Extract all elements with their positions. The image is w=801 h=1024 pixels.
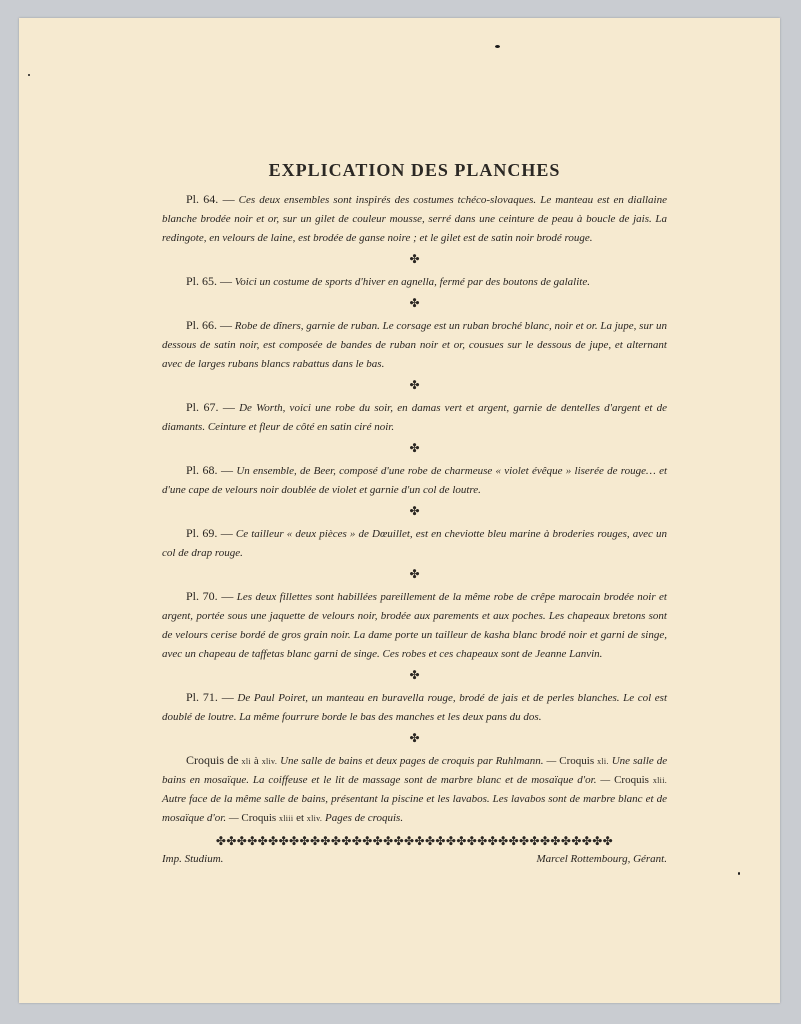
croquis-number: xliv. — [306, 814, 323, 823]
plate-label: Pl. 68. — — [186, 463, 234, 477]
croquis-description: Autre face de la même salle de bains, présentant la piscine et les lavabos. Les lavabos sont de marbre blanc et de mosaïque d'or. — — [162, 793, 667, 824]
plate-entry-70 — [162, 587, 667, 664]
plate-entry-64 — [162, 190, 667, 248]
croquis-number: xli. — [597, 757, 609, 766]
croquis-entry — [162, 751, 667, 828]
fleuron-icon: ✤ — [409, 296, 420, 310]
croquis-description: Une salle de bains en mosaïque. La coiffeuse et le lit de massage sont de marbre blanc et de mosaïque d'or. — — [162, 755, 668, 786]
croquis-description: Une salle de bains et deux pages de croquis par Ruhlmann. — — [280, 755, 557, 767]
croquis-number: xli — [241, 757, 251, 766]
plate-entry-71 — [162, 688, 667, 727]
plate-description: De Paul Poiret, un manteau en buravella rouge, brodé de jais et de perles blanches. Le col est doublé de loutre. La même fourrure borde le bas des manches et les deux pans du dos. — [162, 692, 668, 723]
plate-description: Un ensemble, de Beer, composé d'une robe de charmeuse « violet évêque » liserée de rouge… et d'une cape de velours noir doublée de violet et garnie d'un col de loutre. — [162, 465, 668, 496]
fleuron-icon: ✤ — [409, 567, 420, 581]
ink-speck — [738, 872, 740, 875]
ink-speck — [495, 45, 500, 48]
colophon — [162, 853, 667, 865]
plate-entry-69 — [162, 524, 667, 563]
printer-credit: Imp. Studium. — [162, 853, 224, 865]
page-title: EXPLICATION DES PLANCHES — [268, 160, 561, 180]
plate-entry-65 — [162, 272, 667, 292]
plate-entry-68 — [162, 461, 667, 500]
croquis-label: Croquis — [614, 774, 649, 786]
croquis-connector: et — [296, 812, 305, 824]
plate-label: Pl. 65. — — [186, 274, 233, 288]
fleuron-icon: ✤ — [409, 252, 420, 266]
croquis-description: Pages de croquis. — [324, 812, 404, 824]
plate-label: Pl. 66. — — [186, 318, 233, 332]
plate-description: Ce tailleur « deux pièces » de Dœuillet, est en cheviotte bleu marine à broderies rouges, avec un col de drap rouge. — [162, 528, 668, 559]
fleuron-icon: ✤ — [409, 441, 420, 455]
fleuron-icon: ✤ — [409, 668, 420, 682]
plate-label: Pl. 69. — — [186, 526, 233, 540]
manager-credit: Marcel Rottembourg, Gérant. — [536, 853, 667, 865]
croquis-number: xlii. — [652, 776, 668, 785]
plate-description: De Worth, voici une robe du soir, en damas vert et argent, garnie de dentelles d'argent et de diamants. Ceinture et fleur de côté en satin ciré noir. — [162, 402, 668, 433]
plate-description: Ces deux ensembles sont inspirés des costumes tchéco-slovaques. Le manteau est en diallaine blanche brodée noir et or, sur un gilet de couleur mousse, serré dans une ceinture de peau à boucle de jais. La redingote, en velours de laine, est brodée de ganse noire ; et le gilet est de satin noir brodé rouge. — [162, 194, 667, 244]
plate-label: Pl. 64. — — [186, 192, 235, 206]
plate-entry-66 — [162, 316, 667, 374]
croquis-label: Croquis — [559, 755, 595, 767]
fleuron-icon: ✤ — [409, 378, 420, 392]
ink-speck — [28, 74, 30, 76]
plate-description: Voici un costume de sports d'hiver en agnella, fermé par des boutons de galalite. — [234, 276, 590, 288]
croquis-label: Croquis — [241, 812, 277, 824]
fleuron-row-divider: ✤✤✤✤✤✤✤✤✤✤✤✤✤✤✤✤✤✤✤✤✤✤✤✤✤✤✤✤✤✤✤✤✤✤✤✤✤✤ — [215, 834, 614, 848]
croquis-number: xliv. — [261, 757, 278, 766]
plate-label: Pl. 67. — — [186, 400, 235, 414]
plate-label: Pl. 71. — — [186, 690, 234, 704]
fleuron-icon: ✤ — [409, 504, 420, 518]
plate-description: Les deux fillettes sont habillées pareillement de la même robe de crêpe marocain brodée noir et argent, portée sous une jaquette de velours noir, brodée aux parements et aux poches. Les chapeaux bretons sont de velours cerise bordé de gros grain noir. La dame porte un tailleur de kasha blanc brodé noir et garni de singe, avec un chapeau de taffetas blanc garni de singe. Ces robes et ces chapeaux sont de Jeanne Lanvin. — [162, 591, 667, 660]
croquis-label: Croquis de — [186, 753, 239, 767]
plate-entry-67 — [162, 398, 667, 437]
croquis-connector: à — [253, 755, 259, 767]
text-block — [162, 160, 667, 865]
plate-label: Pl. 70. — — [186, 589, 234, 603]
fleuron-icon: ✤ — [409, 731, 420, 745]
plate-description: Robe de dîners, garnie de ruban. Le corsage est un ruban broché blanc, noir et or. La jupe, sur un dessous de satin noir, est composée de bandes de ruban noir et or, cousues sur le dessous de jupe, et alternant avec de larges rubans blancs rabattus dans le bas. — [162, 320, 667, 370]
croquis-number: xliii — [278, 814, 294, 823]
